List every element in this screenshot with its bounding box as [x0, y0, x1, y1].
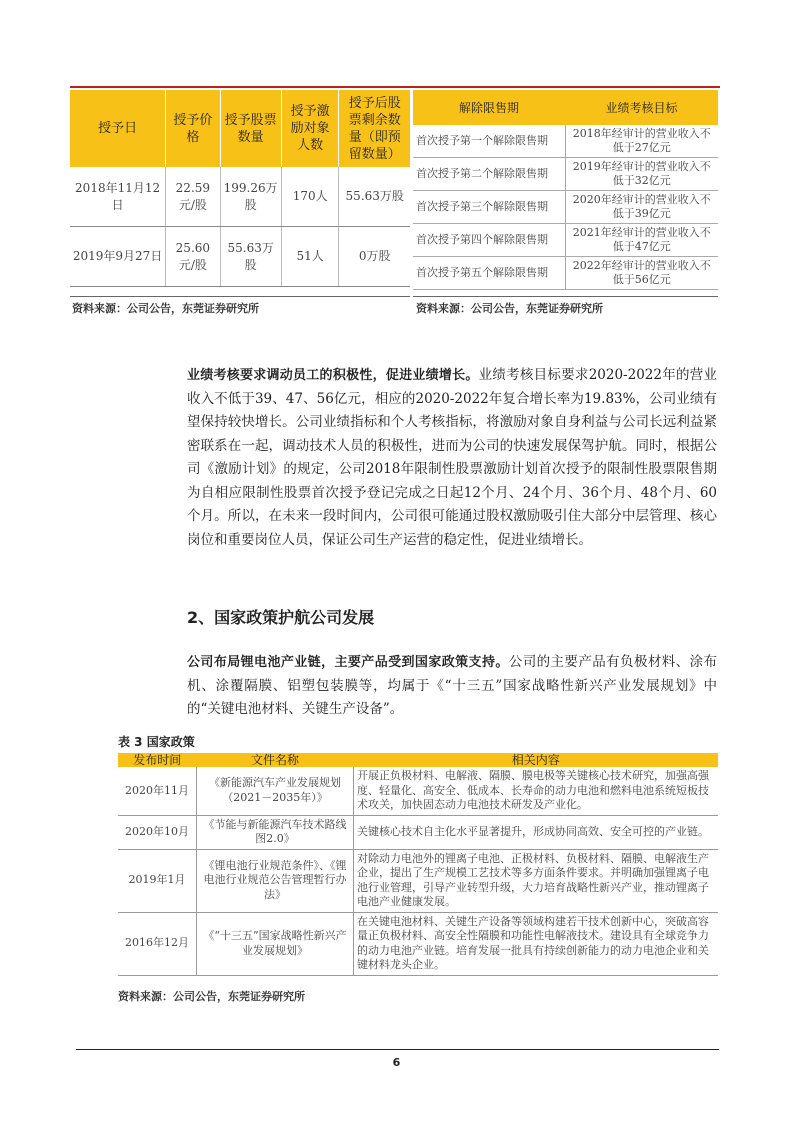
- unlock-period-cell: 首次授予第一个解除限售期: [413, 125, 565, 158]
- policy-table-header: 相关内容: [354, 753, 719, 767]
- source-divider: [70, 296, 410, 297]
- grant-table-header: 授予激励对象人数: [281, 90, 339, 167]
- source-note-left: 资料来源：公司公告，东莞证券研究所: [72, 302, 259, 315]
- policy-table-header: 文件名称: [197, 753, 354, 767]
- policy-name-cell: 《节能与新能源汽车技术路线图2.0》: [197, 815, 354, 849]
- table-row: [118, 815, 718, 849]
- table-row: [413, 158, 718, 191]
- policy-name-cell: 《“十三五”国家战略性新兴产业发展规划》: [197, 912, 354, 975]
- grant-remaining-cell: 0万股: [339, 227, 410, 287]
- target-cell: 2018年经审计的营业收入不低于27亿元: [565, 125, 718, 158]
- policy-table-header: 发布时间: [118, 753, 197, 767]
- grant-date-cell: 2019年9月27日: [70, 227, 166, 287]
- policy-content-cell: 对除动力电池外的锂离子电池、正极材料、负极材料、隔膜、电解液生产企业，提出了生产规模工艺技术等多方面条件要求。并明确加强锂离子电池行业管理，引导产业转型升级，大力培育战略性新兴产业，推动锂离子电池产业健康发展。: [354, 849, 719, 912]
- unlock-period-cell: 首次授予第三个解除限售期: [413, 191, 565, 224]
- policy-table-header-row: [118, 753, 718, 767]
- table-caption: 表 3 国家政策: [118, 735, 195, 749]
- grant-table-header: 授予日: [70, 90, 166, 167]
- unlock-period-cell: 首次授予第二个解除限售期: [413, 158, 565, 191]
- policy-paragraph: [187, 651, 717, 722]
- paragraph-lead: 公司布局锂电池产业链，主要产品受到国家政策支持。: [187, 655, 509, 670]
- grant-shares-cell: 199.26万股: [220, 167, 281, 227]
- source-note-bottom: 资料来源：公司公告，东莞证券研究所: [118, 990, 305, 1003]
- policy-date-cell: 2020年11月: [118, 767, 197, 815]
- header-rule: [70, 86, 720, 88]
- table-row: [413, 191, 718, 224]
- policy-date-cell: 2016年12月: [118, 912, 197, 975]
- grant-table: [70, 90, 410, 287]
- policy-content-cell: 关键核心技术自主化水平显著提升，形成协同高效、安全可控的产业链。: [354, 815, 719, 849]
- performance-target-table: [413, 90, 718, 290]
- paragraph-body: 业绩考核目标要求2020-2022年的营业收入不低于39、47、56亿元，相应的2020-2022年复合增长率为19.83%，公司业绩有望保持较快增长。公司业绩指标和个人考核指标，将激励对象自身利益与公司长远利益紧密联系在一起，调动技术人员的积极性，进而为公司的快速发展保驾护航。同时，根据公司《激励计划》的规定，公司2018年限制性股票激励计划首次授予的限制性股票限售期为自相应限制性股票首次授予登记完成之日起12个月、24个月、36个月、48个月、60个月。所以，在未来一段时间内，公司很可能通过股权激励吸引住大部分中层管理、核心岗位和重要岗位人员，保证公司生产运营的稳定性，促进业绩增长。: [187, 367, 717, 548]
- policy-date-cell: 2019年1月: [118, 849, 197, 912]
- policy-content-cell: 在关键电池材料、关键生产设备等领域构建若干技术创新中心，突破高容量正负极材料、高安全性隔膜和功能性电解液技术。建设具有全球竞争力的动力电池产业链。培育发展一批具有持续创新能力的动力电池企业和关键材料龙头企业。: [354, 912, 719, 975]
- performance-paragraph: [187, 364, 717, 552]
- footer-rule: [76, 1049, 719, 1050]
- table-row: [70, 167, 410, 227]
- grant-people-cell: 51人: [281, 227, 339, 287]
- target-cell: 2019年经审计的营业收入不低于32亿元: [565, 158, 718, 191]
- table-row: [70, 227, 410, 287]
- policy-name-cell: 《新能源汽车产业发展规划（2021－2035年）》: [197, 767, 354, 815]
- policy-name-cell: 《锂电池行业规范条件》、《锂电池行业规范公告管理暂行办法》: [197, 849, 354, 912]
- grant-table-header: 授予后股票剩余数量（即预留数量）: [339, 90, 410, 167]
- performance-table-header: 解除限售期: [413, 90, 565, 125]
- unlock-period-cell: 首次授予第五个解除限售期: [413, 257, 565, 290]
- table-row: [413, 125, 718, 158]
- target-cell: 2020年经审计的营业收入不低于39亿元: [565, 191, 718, 224]
- table-row: [118, 849, 718, 912]
- paragraph-body: 公司的主要产品有负极材料、涂布机、涂覆隔膜、铝塑包装膜等，均属于《“十三五”国家战略性新兴产业发展规划》中的“关键电池材料、关键生产设备”。: [187, 654, 717, 717]
- paragraph-lead: 业绩考核要求调动员工的积极性，促进业绩增长。: [187, 368, 479, 383]
- grant-people-cell: 170人: [281, 167, 339, 227]
- target-cell: 2022年经审计的营业收入不低于56亿元: [565, 257, 718, 290]
- grant-shares-cell: 55.63万股: [220, 227, 281, 287]
- grant-table-header-row: [70, 90, 410, 167]
- policy-content-cell: 开展正负极材料、电解液、隔膜、膜电极等关键核心技术研究，加强高强度、轻量化、高安全、低成本、长寿命的动力电池和燃料电池系统短板技术攻关，加快固态动力电池技术研发及产业化。: [354, 767, 719, 815]
- table-row: [118, 912, 718, 975]
- grant-table-header: 授予价格: [166, 90, 220, 167]
- performance-table-header: 业绩考核目标: [565, 90, 718, 125]
- source-note-right: 资料来源：公司公告，东莞证券研究所: [416, 302, 603, 315]
- page-number: 6: [392, 1056, 401, 1069]
- table-row: [413, 224, 718, 257]
- table-row: [413, 257, 718, 290]
- table-row: [118, 767, 718, 815]
- unlock-period-cell: 首次授予第四个解除限售期: [413, 224, 565, 257]
- grant-date-cell: 2018年11月12日: [70, 167, 166, 227]
- section-heading: 2、国家政策护航公司发展: [187, 608, 375, 627]
- source-divider: [413, 296, 718, 297]
- grant-price-cell: 25.60元/股: [166, 227, 220, 287]
- policy-table: [118, 753, 718, 976]
- grant-price-cell: 22.59元/股: [166, 167, 220, 227]
- grant-remaining-cell: 55.63万股: [339, 167, 410, 227]
- target-cell: 2021年经审计的营业收入不低于47亿元: [565, 224, 718, 257]
- performance-table-header-row: [413, 90, 718, 125]
- policy-date-cell: 2020年10月: [118, 815, 197, 849]
- grant-table-header: 授予股票数量: [220, 90, 281, 167]
